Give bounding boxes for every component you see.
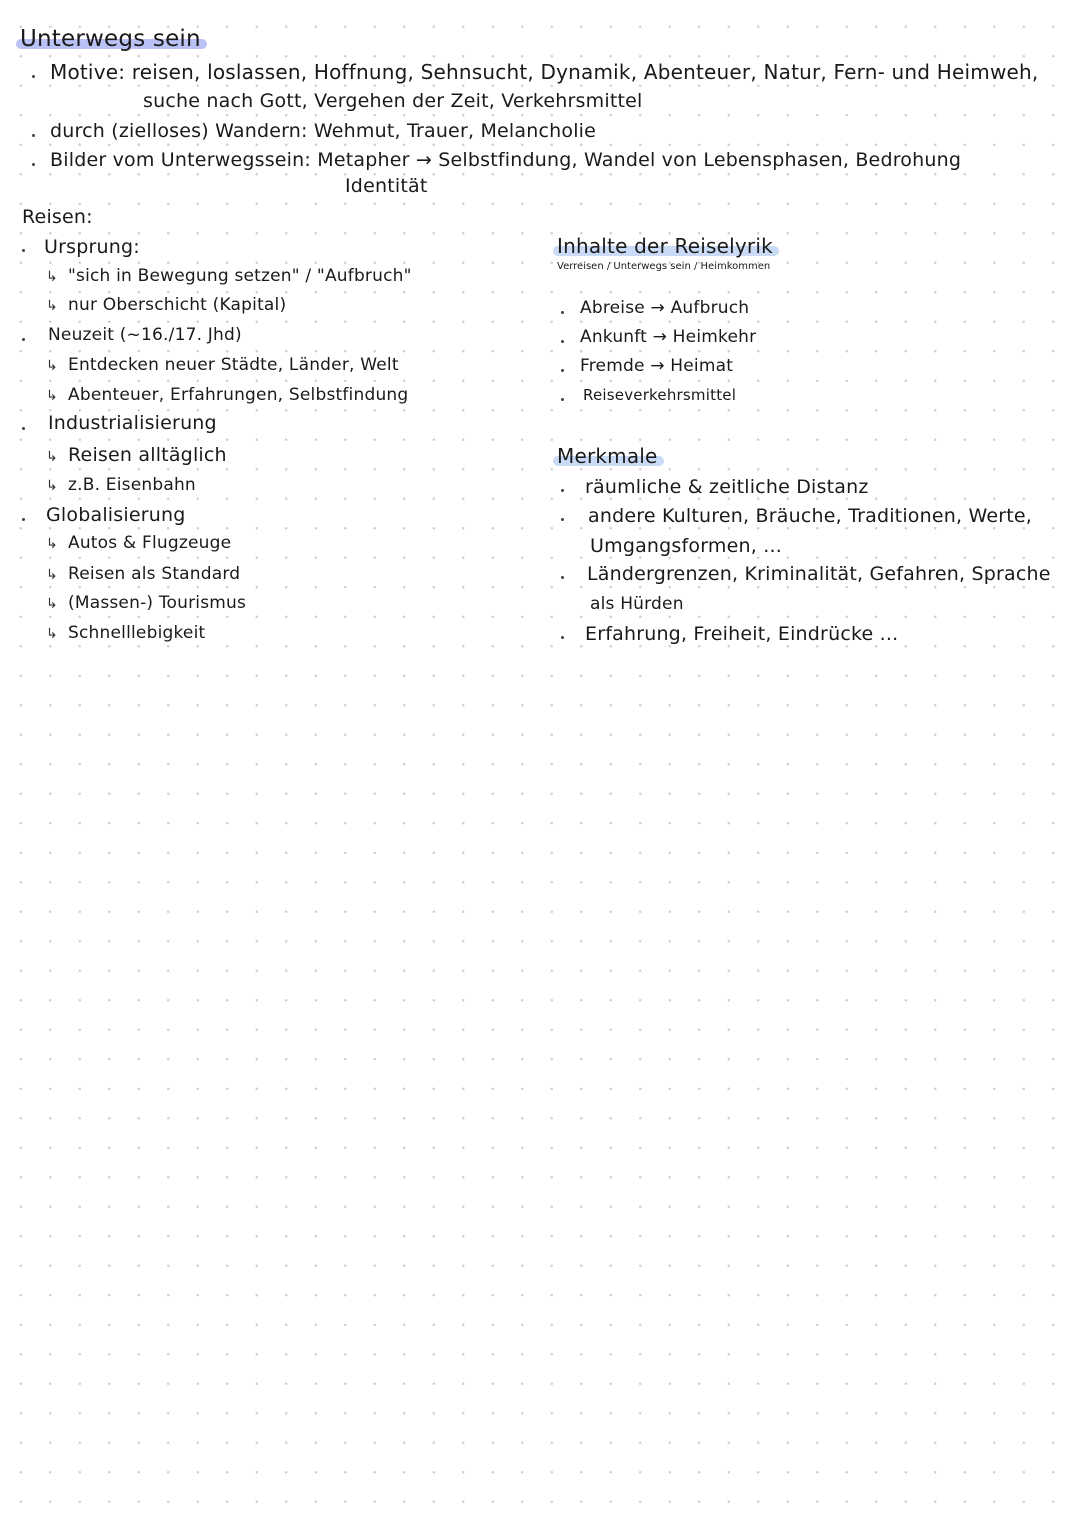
neuzeit-item-1	[46, 357, 399, 374]
bullet-dot	[561, 311, 564, 314]
merkmale-line-2-text: andere Kulturen, Bräuche, Traditionen, Werte,	[588, 505, 1033, 527]
merkmale-line-1	[585, 478, 869, 497]
wandern-line	[50, 122, 596, 141]
ursprung-item-2	[46, 297, 286, 314]
inhalte-item-4	[583, 388, 736, 403]
industrialisierung-item-1	[46, 446, 227, 465]
bullet-dot	[22, 249, 25, 252]
inhalte-item-2	[580, 329, 756, 346]
inhalte-heading-text: Inhalte der Reiselyrik	[557, 234, 773, 258]
inhalte-subheading	[557, 262, 770, 272]
merkmale-line-4	[587, 565, 1051, 584]
arrow-icon: ↳	[46, 388, 58, 404]
ursprung-text: Ursprung:	[44, 236, 140, 258]
globalisierung-text: Globalisierung	[46, 504, 186, 526]
bilder-line-2	[345, 177, 427, 196]
inhalte-item-3	[580, 358, 733, 375]
bilder-text-2: Identität	[345, 175, 428, 197]
merkmale-line-6	[585, 625, 898, 644]
ursprung-item-2-text: nur Oberschicht (Kapital)	[68, 295, 287, 315]
globalisierung-item-3	[46, 595, 246, 612]
ursprung-item-1	[46, 268, 412, 285]
page-title	[20, 28, 201, 51]
ursprung-label	[44, 238, 140, 257]
motive-line-2	[143, 92, 643, 111]
merkmale-line-6-text: Erfahrung, Freiheit, Eindrücke ...	[585, 623, 899, 645]
bullet-dot	[22, 338, 25, 341]
globalisierung-label	[46, 506, 186, 525]
industrialisierung-item-1-text: Reisen alltäglich	[68, 444, 227, 466]
page-title-text: Unterwegs sein	[20, 26, 201, 52]
motive-label: Motive:	[50, 60, 126, 84]
globalisierung-item-4-text: Schnelllebigkeit	[68, 623, 206, 643]
merkmale-line-3	[590, 537, 782, 556]
bullet-dot	[32, 163, 35, 166]
ursprung-item-1-text: "sich in Bewegung setzen" / "Aufbruch"	[68, 266, 412, 286]
bullet-dot	[22, 427, 25, 430]
reisen-heading	[22, 208, 93, 227]
bullet-dot	[561, 576, 564, 579]
bullet-dot	[561, 489, 564, 492]
arrow-icon: ↳	[46, 449, 58, 465]
arrow-icon: ↳	[46, 536, 58, 552]
inhalte-item-4-text: Reiseverkehrsmittel	[583, 386, 737, 404]
globalisierung-item-2	[46, 566, 240, 583]
merkmale-line-4-text: Ländergrenzen, Kriminalität, Gefahren, Sprache	[587, 563, 1051, 585]
neuzeit-item-2-text: Abenteuer, Erfahrungen, Selbstfindung	[68, 385, 409, 405]
merkmale-heading-text: Merkmale	[557, 444, 658, 468]
arrow-icon: ↳	[46, 298, 58, 314]
motive-text-2: suche nach Gott, Vergehen der Zeit, Verkehrsmittel	[143, 90, 643, 112]
inhalte-heading	[557, 236, 773, 256]
globalisierung-item-3-text: (Massen-) Tourismus	[68, 593, 247, 613]
inhalte-item-1	[580, 300, 749, 317]
bullet-dot	[561, 636, 564, 639]
globalisierung-item-4	[46, 625, 205, 642]
bullet-dot	[32, 75, 35, 78]
globalisierung-item-2-text: Reisen als Standard	[68, 564, 241, 584]
bilder-text-1: Bilder vom Unterwegssein: Metapher → Selbstfindung, Wandel von Lebensphasen, Bedrohung	[50, 149, 962, 171]
merkmale-line-3-text: Umgangsformen, ...	[590, 535, 782, 557]
bullet-dot	[561, 340, 564, 343]
neuzeit-label	[48, 327, 242, 344]
arrow-icon: ↳	[46, 358, 58, 374]
neuzeit-item-2	[46, 387, 408, 404]
bullet-dot	[561, 398, 564, 401]
merkmale-line-5	[590, 596, 684, 613]
industrialisierung-item-2	[46, 477, 196, 494]
arrow-icon: ↳	[46, 478, 58, 494]
merkmale-line-5-text: als Hürden	[590, 594, 684, 614]
wandern-text: durch (zielloses) Wandern: Wehmut, Trauer, Melancholie	[50, 120, 597, 142]
arrow-icon: ↳	[46, 269, 58, 285]
neuzeit-text: Neuzeit (~16./17. Jhd)	[48, 325, 242, 345]
reisen-heading-text: Reisen:	[22, 206, 93, 228]
inhalte-item-1-text: Abreise → Aufbruch	[580, 298, 750, 318]
bullet-dot	[32, 134, 35, 137]
inhalte-item-2-text: Ankunft → Heimkehr	[580, 327, 757, 347]
merkmale-heading	[557, 446, 658, 466]
inhalte-item-3-text: Fremde → Heimat	[580, 356, 734, 376]
arrow-icon: ↳	[46, 626, 58, 642]
merkmale-line-2	[588, 507, 1032, 526]
motive-line-1	[50, 62, 1038, 82]
neuzeit-item-1-text: Entdecken neuer Städte, Länder, Welt	[68, 355, 399, 375]
industrialisierung-text: Industrialisierung	[48, 412, 217, 434]
merkmale-line-1-text: räumliche & zeitliche Distanz	[585, 476, 869, 498]
arrow-icon: ↳	[46, 596, 58, 612]
bilder-line-1	[50, 151, 961, 170]
bullet-dot	[22, 518, 25, 521]
inhalte-subheading-text: Verreisen / Unterwegs sein / Heimkommen	[557, 261, 771, 272]
globalisierung-item-1	[46, 535, 231, 552]
industrialisierung-label	[48, 414, 217, 433]
arrow-icon: ↳	[46, 567, 58, 583]
motive-text-1: reisen, loslassen, Hoffnung, Sehnsucht, Dynamik, Abenteuer, Natur, Fern- und Heimweh,	[131, 60, 1039, 84]
bullet-dot	[561, 369, 564, 372]
bullet-dot	[561, 518, 564, 521]
industrialisierung-item-2-text: z.B. Eisenbahn	[68, 475, 196, 495]
globalisierung-item-1-text: Autos & Flugzeuge	[68, 533, 232, 553]
